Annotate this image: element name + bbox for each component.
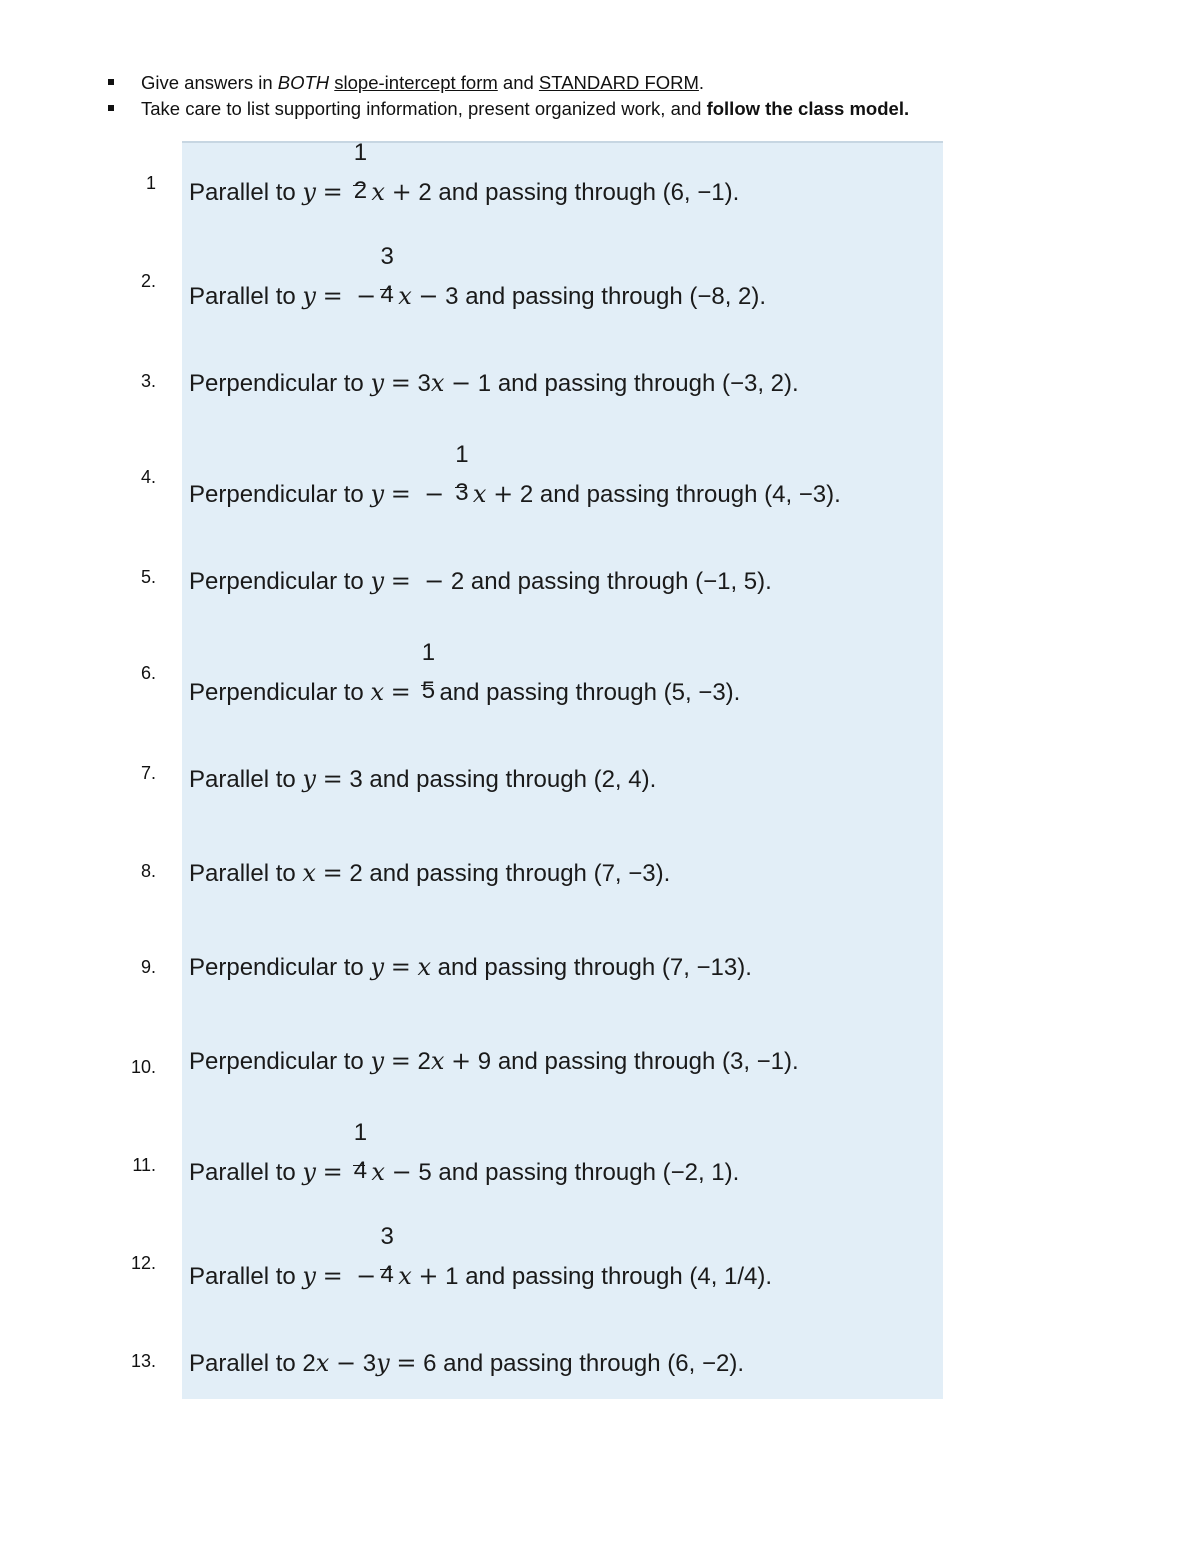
instruction-1 <box>0 70 1200 96</box>
problem-number: 1 <box>145 173 156 193</box>
problem-number: 4. <box>140 467 156 487</box>
problem-3: Perpendicular to y = 3x − 1 and passing through (−3, 2). <box>189 369 799 397</box>
instruction-text: . <box>698 72 705 93</box>
problem-1: Parallel to y = $\frac{1}{2}$ x + 2 and passing through (6, −1). <box>189 139 740 206</box>
problem-number: 9. <box>140 957 156 977</box>
problem-number: 7. <box>140 763 156 783</box>
problem-6: Perpendicular to x = $\frac{1}{5}$ and passing through (5, −3). <box>189 639 741 706</box>
problem-9: Perpendicular to y = x and passing through (7, −13). <box>189 953 752 981</box>
problem-number: 5. <box>140 567 156 587</box>
problem-number: 10. <box>130 1057 156 1077</box>
instruction-underlined: slope-intercept form <box>334 72 498 93</box>
instruction-text: Take care to list supporting information, present organized work, and <box>141 98 707 119</box>
problem-number: 6. <box>140 663 156 683</box>
problem-11: Parallel to y = $\frac{1}{4}$ x − 5 and passing through (−2, 1). <box>189 1119 740 1186</box>
instruction-text: and <box>497 72 539 93</box>
problem-5: Perpendicular to y = − 2 and passing through (−1, 5). <box>189 567 772 595</box>
instruction-emphasis: BOTH <box>277 72 330 93</box>
problem-4: Perpendicular to y = − $\frac{1}{3}$ x + 2 and passing through (4, −3). <box>189 441 841 508</box>
instruction-underlined: STANDARD FORM <box>538 72 699 93</box>
bullet-marker <box>108 105 114 111</box>
problem-number: 11. <box>132 1155 156 1175</box>
problem-number: 3. <box>140 371 156 391</box>
problem-number: 2. <box>140 271 156 291</box>
instruction-2 <box>0 96 1200 122</box>
problem-12: Parallel to y = − $\frac{3}{4}$ x + 1 and passing through (4, 1/4). <box>189 1223 773 1290</box>
problem-number: 12. <box>130 1253 156 1273</box>
bullet-marker <box>108 79 114 85</box>
problem-2: Parallel to y = − $\frac{3}{4}$ x − 3 and passing through (−8, 2). <box>189 243 767 310</box>
problem-8: Parallel to x = 2 and passing through (7, −3). <box>189 859 671 887</box>
instruction-bold: follow the class model. <box>706 98 910 119</box>
problem-7: Parallel to y = 3 and passing through (2, 4). <box>189 765 657 793</box>
problem-10: Perpendicular to y = 2x + 9 and passing through (3, −1). <box>189 1047 799 1075</box>
problem-number: 13. <box>130 1351 156 1371</box>
problem-13: Parallel to 2x − 3y = 6 and passing through (6, −2). <box>189 1349 744 1377</box>
instruction-text: Give answers in <box>141 72 278 93</box>
problem-number: 8. <box>140 861 156 881</box>
